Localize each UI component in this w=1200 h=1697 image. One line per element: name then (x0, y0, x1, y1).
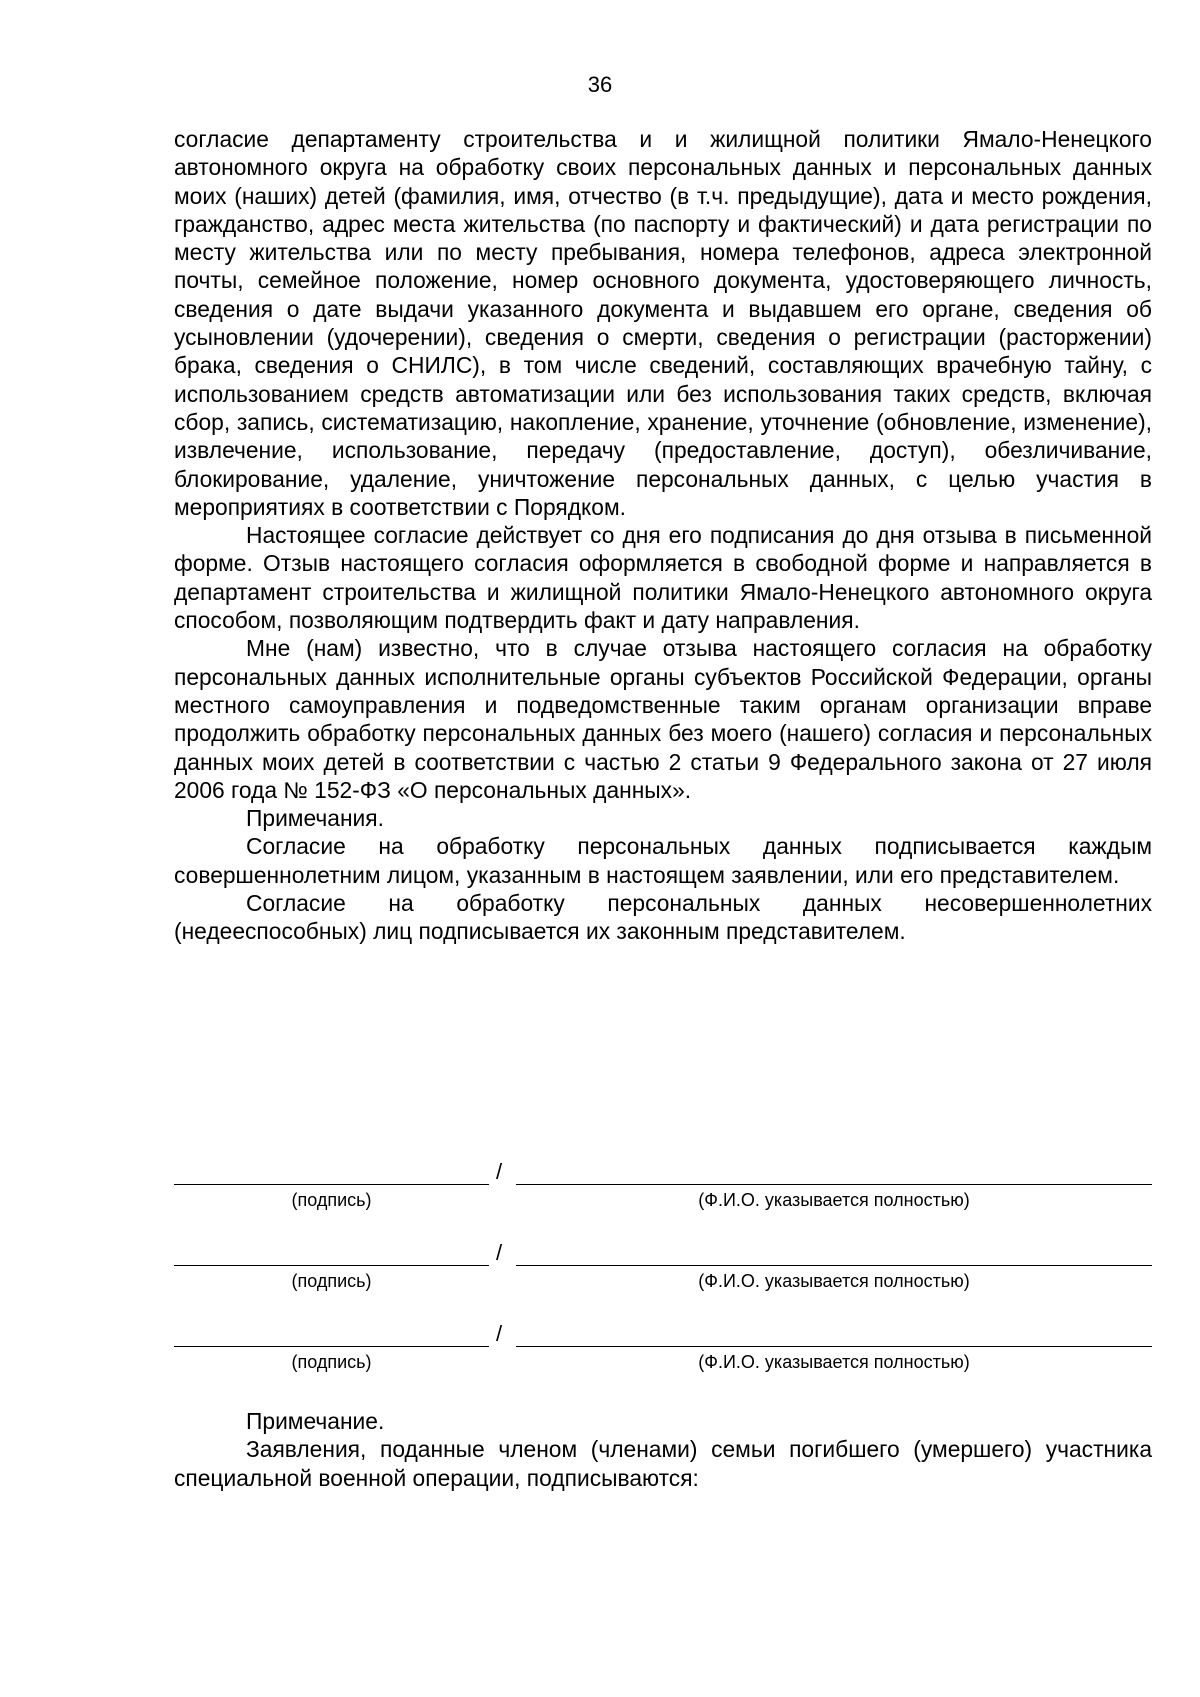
signature-line[interactable] (174, 1184, 489, 1185)
final-note-title: Примечание. (246, 1408, 385, 1434)
full-name-caption: (Ф.И.О. указывается полностью) (698, 1352, 970, 1372)
signature-line[interactable] (174, 1346, 489, 1347)
signature-row (174, 1231, 1152, 1291)
full-name-caption: (Ф.И.О. указывается полностью) (698, 1190, 970, 1210)
signature-caption: (подпись) (291, 1352, 372, 1372)
final-note (174, 1407, 1152, 1492)
consent-paragraph: согласие департаменту строительства и и жилищной политики Ямало-Ненецкого автономного округа на обработку своих персональных данных и персональных данных моих (наших) детей (фамилия, имя, отчество (в т.ч. предыдущие), дата и место рождения, гражданство, адрес места жительства (по паспорту и фактический) и дата регистрации по месту жительства или по месту пребывания, номера телефонов, адреса электронной почты, семейное положение, номер основного документа, удостоверяющего личность, сведения о дате выдачи указанного документа и выдавшем его органе, сведения об усыновлении (удочерении), сведения о смерти, сведения о регистрации (расторжении) брака, сведения о СНИЛС), в том числе сведений, составляющих врачебную тайну, с использованием средств автоматизации или без использования таких средств, включая сбор, запись, систематизацию, накопление, хранение, уточнение (обновление, изменение), извлечение, использование, передачу (предоставление, доступ), обезличивание, блокирование, удаление, уничтожение персональных данных, с целью участия в мероприятиях в соответствии с Порядком. (174, 126, 1152, 520)
full-name-line[interactable] (516, 1265, 1152, 1266)
full-name-line[interactable] (516, 1346, 1152, 1347)
signature-caption: (подпись) (291, 1190, 372, 1210)
consent-text (174, 125, 1152, 946)
note-paragraph-adults: Согласие на обработку персональных данных подписывается каждым совершеннолетним лицом, указанным в настоящем заявлении, или его представителем. (174, 833, 1152, 888)
full-name-line[interactable] (516, 1184, 1152, 1185)
full-name-caption: (Ф.И.О. указывается полностью) (698, 1271, 970, 1291)
signature-line[interactable] (174, 1265, 489, 1266)
signature-caption: (подпись) (291, 1271, 372, 1291)
note-paragraph-minors: Согласие на обработку персональных данных несовершеннолетних (недееспособных) лиц подписывается их законным представителем. (174, 890, 1152, 945)
separator-slash: / (496, 1159, 503, 1184)
separator-slash: / (496, 1240, 503, 1265)
notes-heading: Примечания. (246, 805, 384, 832)
final-note-text: Заявления, поданные членом (членами) семьи погибшего (умершего) участника специальной военной операции, подписываются: (174, 1436, 1152, 1491)
separator-slash: / (496, 1321, 503, 1346)
signature-row (174, 1150, 1152, 1210)
signature-row (174, 1312, 1152, 1372)
validity-paragraph: Настоящее согласие действует со дня его подписания до дня отзыва в письменной форме. Отзыв настоящего согласия оформляется в свободной форме и направляется в департамент строительства и жилищной политики Ямало-Ненецкого автономного округа способом, позволяющим подтвердить факт и дату направления. (174, 522, 1152, 634)
page-number: 36 (587, 72, 613, 97)
revocation-paragraph: Мне (нам) известно, что в случае отзыва настоящего согласия на обработку персональных данных исполнительные органы субъектов Российской Федерации, органы местного самоуправления и подведомственные таким органам организации вправе продолжить обработку персональных данных без моего (нашего) согласия и персональных данных моих детей в соответствии с частью 2 статьи 9 Федерального закона от 27 июля 2006 года № 152-ФЗ «О персональных данных». (174, 635, 1152, 803)
